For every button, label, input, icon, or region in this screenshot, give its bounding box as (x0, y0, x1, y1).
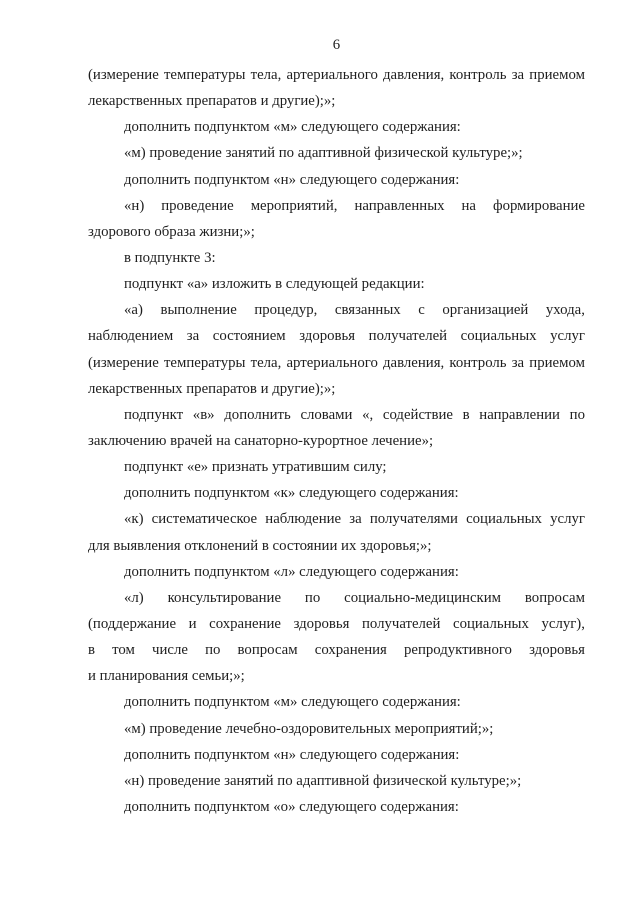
word: «в» (192, 406, 215, 423)
word: на (461, 197, 477, 214)
word: «н) (124, 197, 145, 214)
text-line: дополнить подпунктом «н» следующего содержания: (124, 746, 460, 763)
word: тела, (250, 354, 282, 371)
word: по (205, 642, 221, 659)
word: получателей (361, 615, 441, 632)
word: том (112, 642, 135, 659)
text-line (88, 297, 585, 323)
word: по (304, 589, 321, 606)
paragraph (88, 297, 585, 402)
text-line: подпункт «е» признать утратившим силу; (124, 459, 387, 476)
word: социальных (466, 511, 542, 528)
text-line (88, 402, 585, 428)
word: в (462, 406, 470, 423)
text-line (88, 350, 585, 376)
paragraph (88, 114, 585, 140)
document-body (88, 62, 585, 820)
text-line: дополнить подпунктом «н» следующего содержания: (124, 171, 460, 188)
word: организацией (442, 302, 529, 319)
word: тела, (250, 67, 282, 83)
paragraph (88, 62, 585, 114)
text-line: «н) проведение занятий по адаптивной физической культуре;»; (124, 772, 522, 789)
word: (измерение (88, 67, 159, 83)
word: состоянием (212, 328, 286, 345)
word: давления, (383, 67, 445, 83)
word: давления, (383, 354, 445, 371)
word: выполнение (160, 302, 237, 319)
text-line: «м) проведение занятий по адаптивной физической культуре;»; (124, 145, 523, 162)
paragraph (88, 689, 585, 715)
text-line (88, 323, 585, 349)
word: здоровья (293, 615, 350, 632)
paragraph (88, 193, 585, 245)
word: ухода, (545, 302, 585, 319)
word: здоровья (529, 642, 585, 659)
word: контроль (449, 354, 507, 371)
word: подпункт (124, 406, 184, 423)
word: артериального (286, 67, 378, 83)
word: за (511, 354, 525, 371)
paragraph (88, 585, 585, 690)
word: репродуктивного (403, 642, 512, 659)
word: за (349, 511, 362, 528)
word: мероприятий, (250, 197, 338, 214)
paragraph (88, 271, 585, 297)
paragraph (88, 402, 585, 454)
paragraph (88, 245, 585, 271)
word: содействие (382, 406, 453, 423)
text-line (88, 637, 585, 663)
word: в (88, 642, 95, 659)
word: числе (152, 642, 188, 659)
text-line: дополнить подпунктом «л» следующего содержания: (124, 563, 459, 580)
text-line: здорового образа жизни;»; (88, 223, 255, 240)
word: «а) (124, 302, 143, 319)
text-line: дополнить подпунктом «м» следующего содержания: (124, 119, 461, 136)
text-line (88, 506, 585, 532)
paragraph (88, 559, 585, 585)
word: с (418, 302, 425, 319)
word: (измерение (88, 354, 159, 371)
text-line: заключению врачей на санаторно-курортное лечение»; (88, 432, 434, 449)
word: температуры (163, 354, 246, 371)
text-line: дополнить подпунктом «м» следующего содержания: (124, 694, 461, 711)
text-line: для выявления отклонений в состоянии их здоровья;»; (88, 537, 432, 554)
word: социальных (453, 615, 529, 632)
word: температуры (163, 67, 246, 83)
word: за (186, 328, 200, 345)
word: наблюдение (265, 511, 342, 528)
word: за (511, 67, 525, 83)
word: направлении (479, 406, 560, 423)
paragraph (88, 140, 585, 166)
text-line: лекарственных препаратов и другие);»; (88, 93, 336, 110)
text-line (88, 611, 585, 637)
word: услуг (550, 328, 585, 345)
text-line (88, 585, 585, 611)
word: получателями (369, 511, 458, 528)
word: вопросам (524, 589, 585, 606)
paragraph (88, 167, 585, 193)
paragraph (88, 742, 585, 768)
paragraph (88, 454, 585, 480)
text-line: и планирования семьи;»; (88, 668, 245, 685)
paragraph (88, 794, 585, 820)
page-number: 6 (332, 37, 341, 53)
paragraph (88, 506, 585, 558)
word: по (569, 406, 585, 423)
word: (поддержание (88, 615, 177, 632)
word: процедур, (254, 302, 318, 319)
word: вопросам (237, 642, 298, 659)
paragraph (88, 768, 585, 794)
word: систематическое (151, 511, 258, 528)
word: сохранение (209, 615, 281, 632)
text-line: подпункт «а» изложить в следующей редакции: (124, 276, 425, 293)
text-line: дополнить подпунктом «к» следующего содержания: (124, 485, 459, 502)
word: направленных (354, 197, 445, 214)
text-line: лекарственных препаратов и другие);»; (88, 380, 336, 397)
word: приемом (529, 354, 585, 371)
paragraph (88, 716, 585, 742)
word: проведение (161, 197, 234, 214)
paragraph (88, 480, 585, 506)
text-line: в подпункте 3: (124, 249, 216, 266)
word: сохранения (314, 642, 387, 659)
text-line (88, 62, 585, 88)
word: «л) (124, 589, 144, 606)
word: услуг), (541, 615, 585, 632)
word: здоровья (299, 328, 356, 345)
word: консультирование (167, 589, 282, 606)
word: социально-медицинским (344, 589, 502, 606)
word: получателей (368, 328, 448, 345)
word: связанных (334, 302, 401, 319)
word: приемом (529, 67, 585, 83)
word: наблюдением (88, 328, 174, 345)
word: «к) (124, 511, 144, 528)
word: дополнить (224, 406, 291, 423)
word: формирование (492, 197, 585, 214)
word: услуг (550, 511, 585, 528)
text-line: «м) проведение лечебно-оздоровительных мероприятий;»; (124, 720, 494, 737)
word: и (188, 615, 197, 632)
word: «, (362, 406, 374, 423)
word: артериального (286, 354, 378, 371)
word: социальных (460, 328, 537, 345)
text-line (88, 193, 585, 219)
word: контроль (449, 67, 507, 83)
word: словами (300, 406, 353, 423)
text-line: дополнить подпунктом «о» следующего содержания: (124, 798, 459, 815)
